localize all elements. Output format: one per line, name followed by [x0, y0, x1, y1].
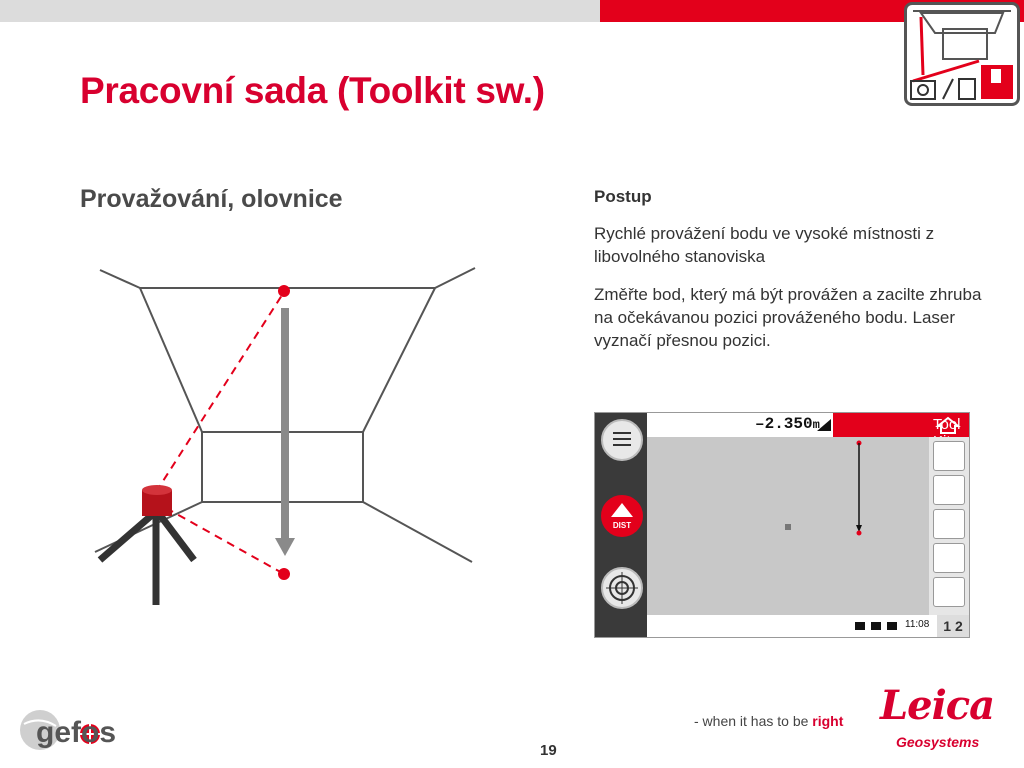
device-bottom-bar: [647, 615, 969, 637]
gefos-logo: [18, 702, 130, 756]
accessories-icon: [853, 619, 901, 633]
tool-height-profile-icon[interactable]: [933, 509, 965, 539]
home-icon[interactable]: [933, 415, 963, 435]
distance-reading: [755, 415, 820, 433]
tool-height-tracking-icon[interactable]: [933, 475, 965, 505]
device-plumb-graphic: [647, 437, 929, 615]
leica-logo: [880, 682, 995, 754]
section-subtitle: Provažování, olovnice: [80, 185, 343, 213]
tool-slope-icon[interactable]: [933, 577, 965, 607]
tagline-emphasis: right: [812, 713, 844, 729]
plumb-room-illustration: [90, 260, 490, 620]
distance-value: –2.350: [755, 415, 813, 433]
procedure-paragraph-2: Změřte bod, který má být provážen a zacilte zhruba na očekávanou pozici prováženého bodu. Laser vyznačí přesnou pozici.: [594, 285, 982, 350]
device-time: 11:08: [905, 619, 930, 630]
signal-icon: [817, 419, 831, 431]
device-left-panel: [595, 413, 647, 637]
leica-geosystems: Geosystems: [896, 734, 980, 750]
dist-label: DIST: [612, 521, 632, 530]
menu-icon[interactable]: [601, 419, 643, 461]
page-title: Pracovní sada (Toolkit sw.): [80, 70, 545, 111]
device-tool-column: [929, 437, 969, 615]
distance-unit: m: [812, 418, 820, 432]
page-indicator[interactable]: 1 2: [937, 615, 969, 637]
disto-screen: [594, 412, 970, 638]
dist-button[interactable]: [601, 495, 643, 537]
device-status-bar: [647, 413, 969, 437]
procedure-heading: Postup: [594, 187, 652, 206]
header-grey-bar: [0, 0, 600, 22]
target-icon[interactable]: [601, 567, 643, 609]
tool-height-icon[interactable]: [933, 441, 965, 471]
gefos-wordmark: gefos: [36, 716, 117, 749]
toolkit-logo-icon: [904, 2, 1020, 106]
tagline-text: - when it has to be: [694, 713, 809, 729]
page-number: 19: [540, 742, 557, 759]
tool-plumb-icon[interactable]: [933, 543, 965, 573]
procedure-paragraph-1: Rychlé provážení bodu ve vysoké místnosti z libovolného stanoviska: [594, 224, 935, 266]
toolkit-label: Tool: [933, 416, 961, 433]
leica-tagline: [694, 713, 843, 729]
leica-wordmark: Leica: [880, 682, 995, 729]
